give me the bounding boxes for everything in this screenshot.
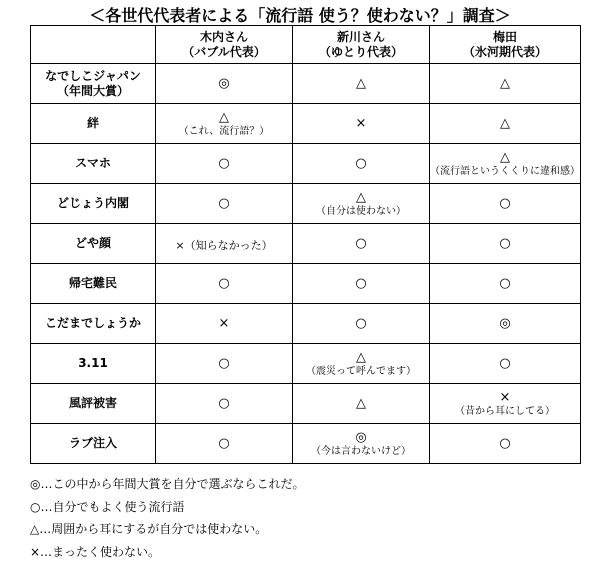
- row-label: [31, 104, 156, 144]
- table-row: [31, 64, 581, 104]
- row-label-text: ラブ注入: [68, 436, 117, 450]
- row-label: [31, 384, 156, 424]
- rating-mark: ×: [499, 389, 511, 405]
- rating-cell: [293, 144, 430, 184]
- rating-cell: [156, 184, 293, 224]
- rating-mark: ○: [218, 356, 230, 371]
- row-label: [31, 224, 156, 264]
- rating-mark: ◎: [355, 429, 367, 445]
- header-corner-cell: [31, 26, 156, 64]
- column-header-name: 新川さん: [336, 29, 385, 44]
- rating-mark: △: [356, 76, 366, 91]
- row-label: [31, 144, 156, 184]
- row-label-text: なでしこジャパン: [45, 68, 141, 83]
- row-label-text: どや顔: [74, 236, 111, 250]
- column-header-sub: （ゆとり代表）: [318, 44, 403, 59]
- rating-mark: ○: [355, 276, 367, 291]
- rating-cell: [430, 64, 581, 104]
- row-label: [31, 304, 156, 344]
- rating-note: （今は言わないけど）: [311, 445, 411, 457]
- rating-mark: ×: [355, 116, 367, 131]
- row-label: [31, 344, 156, 384]
- rating-cell: [430, 144, 581, 184]
- table-row: [31, 104, 581, 144]
- column-header-name: 梅田: [492, 29, 517, 44]
- rating-mark: ◎: [218, 76, 230, 91]
- rating-cell: [156, 424, 293, 464]
- rating-mark: ○: [218, 156, 230, 171]
- rating-cell: [293, 344, 430, 384]
- rating-mark: ○: [218, 396, 230, 411]
- rating-mark: △: [500, 116, 510, 131]
- rating-note: （これ、流行語？）: [178, 125, 270, 137]
- rating-note: （自分は使わない）: [316, 205, 406, 217]
- page-title: ＜各世代代表者による「流行語 使う？使わない？」調査＞: [89, 6, 511, 25]
- rating-cell: [293, 424, 430, 464]
- rating-mark: ○: [499, 276, 511, 291]
- rating-mark: ○: [355, 236, 367, 251]
- rating-cell: [430, 104, 581, 144]
- table-row: [31, 304, 581, 344]
- legend-item-circle: ○…自分でもよく使う流行語: [30, 499, 185, 514]
- rating-mark: ○: [218, 276, 230, 291]
- rating-cell: [156, 344, 293, 384]
- rating-cell: [293, 304, 430, 344]
- rating-mark: △: [219, 109, 229, 125]
- rating-cell: [430, 304, 581, 344]
- row-label: [31, 264, 156, 304]
- rating-mark: △: [356, 349, 366, 365]
- rating-mark: △: [356, 396, 366, 411]
- rating-cell: [293, 184, 430, 224]
- rating-cell: [430, 224, 581, 264]
- rating-cell: [156, 224, 293, 264]
- row-label-text: どじょう内閣: [56, 196, 129, 210]
- row-label-text: 風評被害: [68, 396, 117, 410]
- column-header-umeda: [430, 26, 581, 64]
- rating-cell: [430, 344, 581, 384]
- rating-cell: [156, 104, 293, 144]
- rating-cell: [293, 64, 430, 104]
- table-row: [31, 184, 581, 224]
- table-row: [31, 264, 581, 304]
- row-label-subtext: （年間大賞）: [56, 83, 129, 98]
- rating-mark: ×: [218, 316, 230, 331]
- rating-cell: [156, 264, 293, 304]
- rating-cell: [293, 224, 430, 264]
- rating-cell: [430, 184, 581, 224]
- row-label-text: 絆: [86, 116, 99, 130]
- rating-cell: [293, 264, 430, 304]
- table-row: [31, 424, 581, 464]
- rating-cell: [156, 144, 293, 184]
- table-row: [31, 144, 581, 184]
- rating-cell: [293, 104, 430, 144]
- rating-mark: △: [356, 189, 366, 205]
- legend-item-double-circle: ◎…この中から年間大賞を自分で選ぶならこれだ。: [30, 477, 305, 491]
- rating-mark: △: [500, 76, 510, 91]
- survey-table: [30, 25, 581, 464]
- legend-item-cross: ×…まったく使わない。: [30, 544, 161, 559]
- rating-mark: ×: [175, 239, 185, 252]
- legend: [30, 473, 304, 563]
- table-header-row: [31, 26, 581, 64]
- rating-mark: ○: [499, 236, 511, 251]
- rating-mark: ○: [499, 196, 511, 211]
- table-row: [31, 344, 581, 384]
- row-label-text: こだまでしょうか: [44, 316, 141, 330]
- row-label-text: スマホ: [75, 156, 111, 170]
- column-header-sub: （バブル代表）: [182, 44, 266, 59]
- rating-mark: ◎: [499, 316, 511, 331]
- rating-note: （震災って呼んでます）: [306, 365, 416, 377]
- column-header-shinkawa: [293, 26, 430, 64]
- column-header-kiuchi: [156, 26, 293, 64]
- rating-cell: [430, 264, 581, 304]
- rating-cell: [156, 384, 293, 424]
- rating-cell: [430, 384, 581, 424]
- rating-cell: [156, 304, 293, 344]
- rating-mark: ○: [355, 316, 367, 331]
- rating-mark: ○: [218, 196, 230, 211]
- rating-cell: [293, 384, 430, 424]
- rating-mark: ○: [499, 436, 511, 451]
- row-label: [31, 184, 156, 224]
- rating-note: （知らなかった）: [184, 239, 273, 252]
- row-label: [31, 64, 156, 104]
- column-header-name: 木内さん: [199, 29, 248, 44]
- table-row: [31, 224, 581, 264]
- rating-mark: ○: [355, 156, 367, 171]
- rating-cell: [156, 64, 293, 104]
- rating-mark: ○: [218, 436, 230, 451]
- rating-note: （流行語というくくりに違和感）: [430, 165, 580, 177]
- rating-mark: ○: [499, 356, 511, 371]
- row-label: [31, 424, 156, 464]
- column-header-sub: （氷河期代表）: [462, 44, 547, 59]
- rating-cell: [430, 424, 581, 464]
- row-label-text: 帰宅難民: [68, 276, 117, 290]
- table-row: [31, 384, 581, 424]
- row-label-text: 3.11: [78, 356, 108, 370]
- legend-item-triangle: △…周囲から耳にするが自分では使わない。: [30, 522, 268, 536]
- rating-mark: △: [500, 149, 510, 165]
- rating-note: （昔から耳にしてる）: [455, 405, 555, 417]
